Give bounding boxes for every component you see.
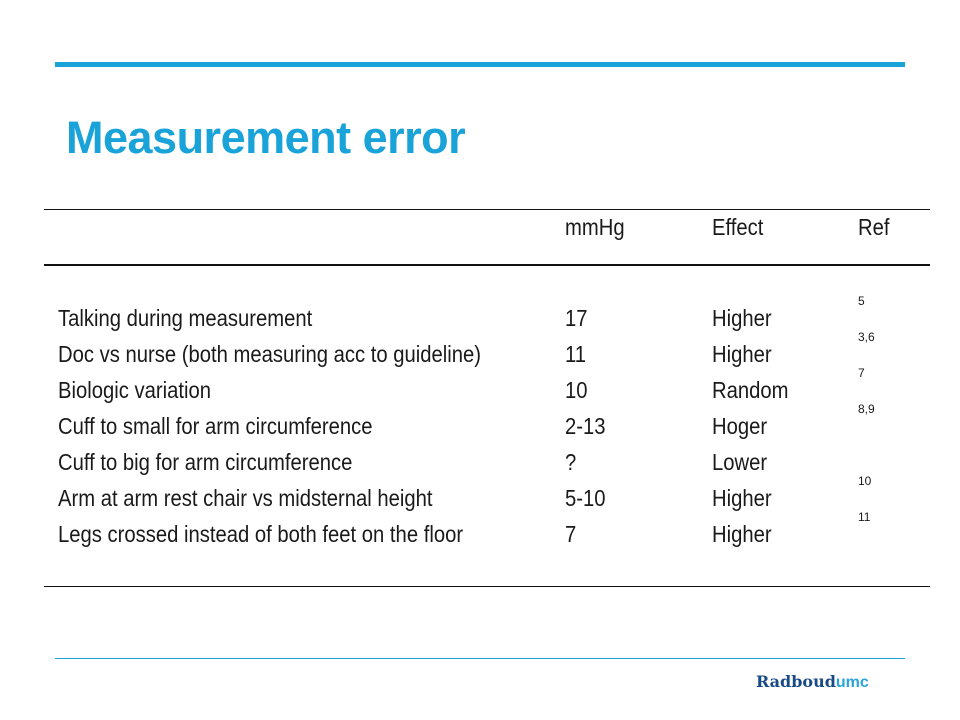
logo-text-umc: umc (835, 674, 869, 691)
cell-factor: Biologic variation (58, 377, 212, 403)
table-row (44, 294, 930, 336)
header-rule (55, 62, 905, 67)
table-row (44, 444, 930, 480)
table-top-rule (44, 209, 930, 210)
cell-factor: Cuff to small for arm circumference (58, 413, 373, 439)
cell-ref: 5 (858, 294, 865, 308)
cell-effect: Hoger (712, 413, 768, 439)
table-row (44, 330, 930, 372)
cell-factor: Cuff to big for arm circumference (58, 449, 353, 475)
cell-ref: 7 (858, 366, 865, 380)
cell-effect: Higher (712, 341, 772, 367)
footer-rule (55, 658, 905, 659)
cell-factor: Talking during measurement (58, 305, 313, 331)
table-row (44, 402, 930, 444)
header-ref: Ref (858, 214, 890, 240)
cell-ref: 10 (858, 474, 872, 488)
radboudumc-logo (756, 672, 869, 692)
slide-title: Measurement error (66, 112, 466, 163)
cell-ref: 11 (858, 510, 871, 524)
measurement-table (44, 209, 930, 587)
cell-factor: Legs crossed instead of both feet on the floor (58, 521, 464, 547)
cell-ref: 3,6 (858, 330, 875, 344)
cell-mmhg: 2-13 (565, 413, 606, 439)
table-row (44, 510, 930, 552)
cell-effect: Higher (712, 521, 772, 547)
table-row (44, 366, 930, 408)
table-header-rule (44, 264, 930, 266)
cell-effect: Higher (712, 305, 772, 331)
cell-effect: Lower (712, 449, 768, 475)
cell-mmhg: 17 (565, 305, 588, 331)
header-effect: Effect (712, 214, 764, 240)
table-bottom-rule (44, 586, 930, 587)
table-row (44, 474, 930, 516)
cell-mmhg: 5-10 (565, 485, 606, 511)
cell-mmhg: 11 (565, 341, 587, 367)
logo-text-radboud: Radboud (756, 672, 836, 691)
cell-mmhg: 7 (565, 521, 577, 547)
header-mmhg: mmHg (565, 214, 625, 240)
cell-mmhg: ? (565, 449, 577, 475)
cell-factor: Doc vs nurse (both measuring acc to guideline) (58, 341, 482, 367)
cell-mmhg: 10 (565, 377, 588, 403)
cell-factor: Arm at arm rest chair vs midsternal height (58, 485, 433, 511)
cell-effect: Higher (712, 485, 772, 511)
cell-ref: 8,9 (858, 402, 875, 416)
cell-effect: Random (712, 377, 789, 403)
